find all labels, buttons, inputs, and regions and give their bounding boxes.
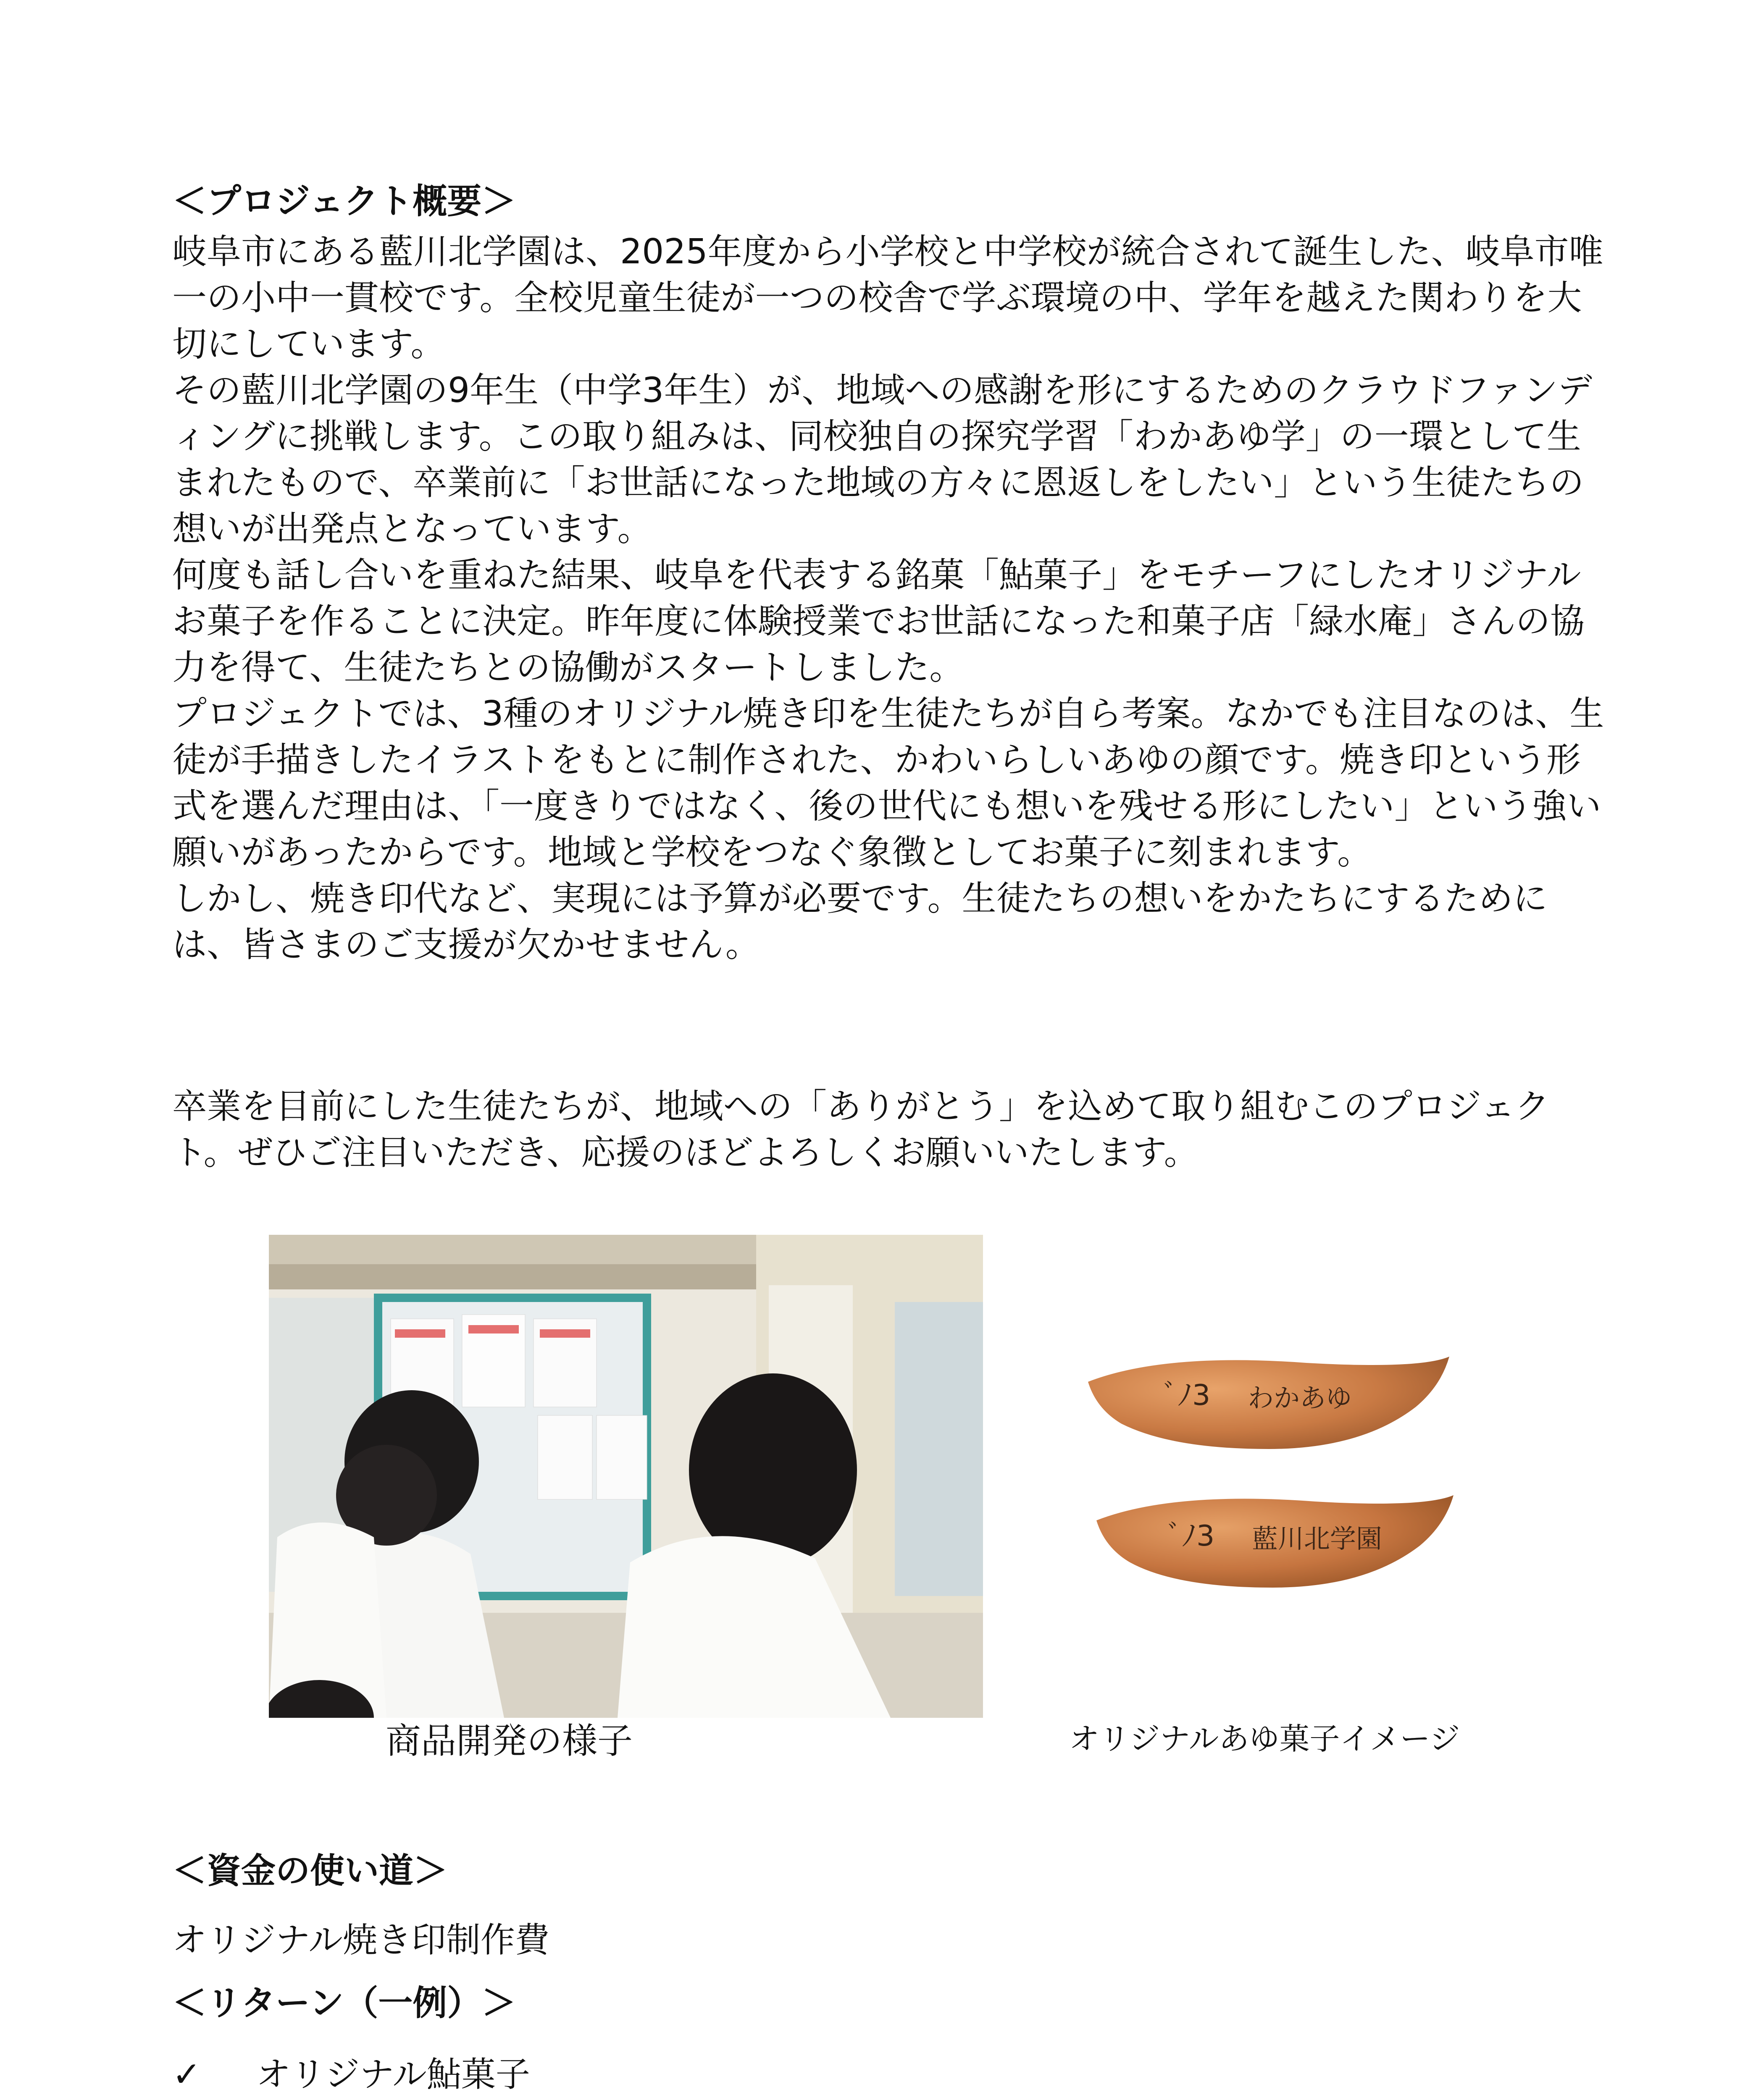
funding-heading: ＜資金の使い道＞ (172, 1851, 448, 1891)
ayu-brand-logo-bottom: ﾞﾉ3 (1168, 1520, 1215, 1553)
ayu-brand-label-top: わかあゆ (1248, 1383, 1352, 1413)
overview-paragraph-2: その藍川北学園の9年生（中学3年生）が、地域への感謝を形にするためのクラウドファンディングに挑戦します。この取り組みは、同校独自の探究学習「わかあゆ学」の一環として生まれたもので、卒業前に「お世話になった地域の方々に恩返しをしたい」という生徒たちの想いが出発点となっています。 (172, 370, 1593, 549)
overview-paragraph-1: 岐阜市にある藍川北学園は、2025年度から小学校と中学校が統合されて誕生した、岐阜市唯一の小中一貫校です。全校児童生徒が一つの校舎で学ぶ環境の中、学年を越えた関わりを大切にしています。 (172, 232, 1603, 364)
returns-heading: ＜リターン（一例）＞ (172, 1983, 516, 2023)
overview-paragraph-3: 何度も話し合いを重ねた結果、岐阜を代表する銘菓「鮎菓子」をモチーフにしたオリジナルお菓子を作ることに決定。昨年度に体験授業でお世話になった和菓子店「緑水庵」さんの協力を得て、生徒たちとの協働がスタートしました。 (172, 555, 1585, 688)
overview-paragraph-4: プロジェクトでは、3種のオリジナル焼き印を生徒たちが自ら考案。なかでも注目なのは、生徒が手描きしたイラストをもとに制作された、かわいらしいあゆの顔です。焼き印という形式を選んだ理由は、「一度きりではなく、後の世代にも想いを残せる形にしたい」という強い願いがあったからです。地域と学校をつなぐ象徴としてお菓子に刻まれます。 (172, 694, 1604, 872)
overview-paragraph-5: しかし、焼き印代など、実現には予算が必要です。生徒たちの想いをかたちにするためには、皆さまのご支援が欠かせません。 (172, 879, 1548, 965)
ayu-sweets-caption: オリジナルあゆ菓子イメージ (1069, 1721, 1460, 1756)
ayu-brand-logo-top: ﾞﾉ3 (1164, 1379, 1211, 1412)
product-development-photo (269, 1235, 983, 1718)
photo-caption: 商品開発の様子 (386, 1720, 633, 1761)
funding-text: オリジナル焼き印制作費 (172, 1920, 549, 1960)
ayu-brand-label-bottom: 藍川北学園 (1252, 1523, 1383, 1554)
return-item-label: オリジナル鮎菓子 (256, 2055, 530, 2095)
overview-heading: ＜プロジェクト概要＞ (172, 181, 516, 221)
overview-body (172, 229, 1609, 968)
ayu-sweets-image (1071, 1323, 1491, 1651)
closing-paragraph: 卒業を目前にした生徒たちが、地域への「ありがとう」を込めて取り組むこのプロジェクト。ぜひご注目いただき、応援のほどよろしくお願いいたします。 (172, 1087, 1550, 1173)
checkmark-icon: ✓ (172, 2055, 201, 2095)
